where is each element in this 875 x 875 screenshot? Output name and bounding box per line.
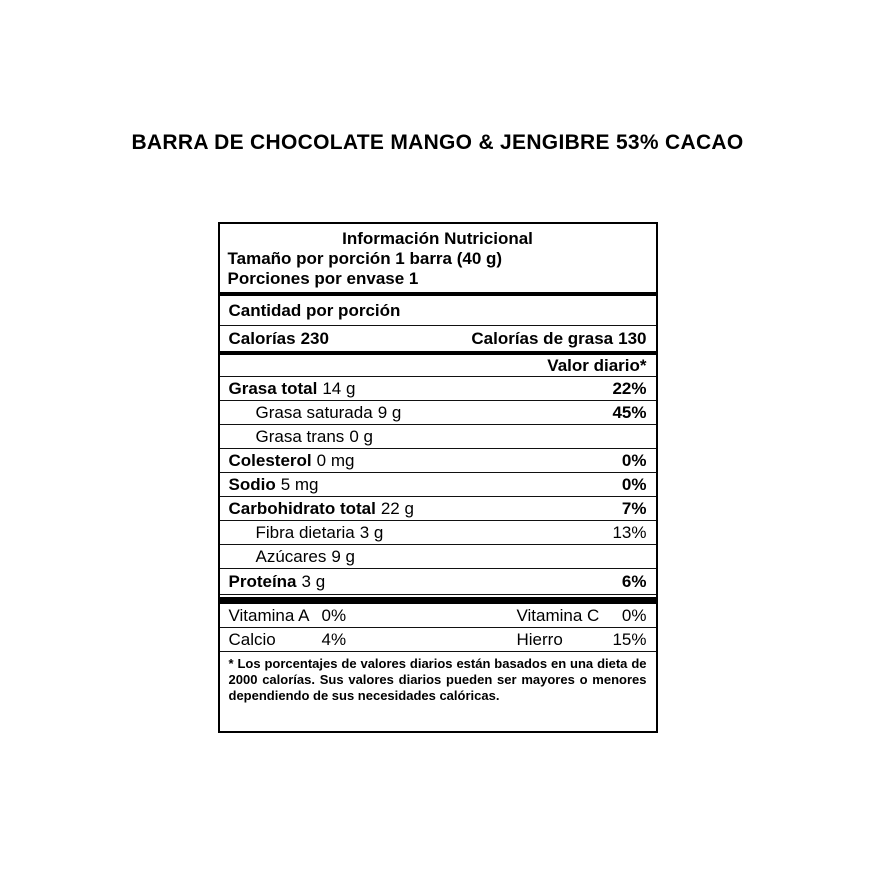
- servings-per-container: Porciones por envase 1: [227, 269, 419, 288]
- vitamin-left-name: Vitamina A: [228, 606, 310, 625]
- vitamin-row-a-c: [220, 604, 656, 628]
- nutrient-daily-value: 0%: [621, 451, 647, 470]
- separator-thick-bar: [220, 597, 656, 604]
- nutrient-row-sodium: [220, 473, 656, 497]
- calories-from-fat-label: Calorías de grasa: [471, 329, 614, 348]
- vitamin-left-name: Calcio: [228, 630, 276, 649]
- nutrient-amount: 22 g: [380, 499, 414, 518]
- calories-value: 230: [300, 329, 329, 348]
- nutrient-row-sugars: [220, 545, 656, 569]
- vitamin-right-name: Vitamina C: [516, 606, 600, 625]
- nutrient-name: Proteína: [228, 572, 297, 591]
- nutrient-row-total-carbohydrate: [220, 497, 656, 521]
- calories-label: Calorías: [228, 329, 296, 348]
- nutrition-label: [218, 222, 658, 733]
- nutrient-daily-value: 0%: [621, 475, 647, 494]
- daily-value-header: Valor diario*: [547, 356, 647, 375]
- vitamin-left-value: 0%: [321, 606, 347, 625]
- nutrient-row-saturated-fat: [220, 401, 656, 425]
- vitamin-right-value: 0%: [621, 606, 647, 625]
- nutrient-row-total-fat: [220, 377, 656, 401]
- vitamin-row-calcium-iron: [220, 628, 656, 652]
- nutrient-row-cholesterol: [220, 449, 656, 473]
- nutrient-name: Azúcares: [255, 547, 327, 566]
- amount-per-serving-label: Cantidad por porción: [228, 301, 401, 320]
- calories-from-fat-value: 130: [618, 329, 647, 348]
- nutrient-name: Carbohidrato total: [228, 499, 376, 518]
- nutrient-row-protein: [220, 569, 656, 595]
- amount-per-serving-row: [220, 296, 656, 326]
- nutrient-daily-value: 22%: [612, 379, 647, 398]
- nutrient-daily-value: 13%: [612, 523, 647, 542]
- nutrient-name: Grasa total: [228, 379, 318, 398]
- nutrient-name: Fibra dietaria: [255, 523, 355, 542]
- vitamin-left-value: 4%: [321, 630, 347, 649]
- nutrient-amount: 0 g: [349, 427, 373, 446]
- label-title: Información Nutricional: [342, 229, 533, 248]
- daily-value-header-row: [220, 355, 656, 377]
- label-header: [220, 224, 656, 292]
- nutrient-row-dietary-fiber: [220, 521, 656, 545]
- nutrient-amount: 3 g: [359, 523, 384, 542]
- nutrient-amount: 0 mg: [316, 451, 355, 470]
- vitamin-right-name: Hierro: [516, 630, 563, 649]
- nutrient-row-trans-fat: [220, 425, 656, 449]
- nutrient-amount: 9 g: [377, 403, 402, 422]
- nutrient-name: Grasa trans: [255, 427, 345, 446]
- nutrient-name: Sodio: [228, 475, 276, 494]
- nutrient-daily-value: 6%: [621, 572, 647, 591]
- nutrient-name: Colesterol: [228, 451, 312, 470]
- nutrient-amount: 5 mg: [280, 475, 319, 494]
- nutrient-amount: 3 g: [301, 572, 326, 591]
- calories-row: [220, 326, 656, 351]
- vitamin-right-value: 15%: [612, 630, 647, 649]
- nutrient-amount: 9 g: [331, 547, 356, 566]
- nutrient-name: Grasa saturada: [255, 403, 373, 422]
- daily-value-footnote: * Los porcentajes de valores diarios están basados en una dieta de 2000 calorías. Sus valores diarios pueden ser mayores o menores dependiendo de sus necesidades calóricas.: [228, 656, 647, 703]
- nutrient-amount: 14 g: [322, 379, 356, 398]
- serving-size: Tamaño por porción 1 barra (40 g): [227, 249, 503, 268]
- page-title: BARRA DE CHOCOLATE MANGO & JENGIBRE 53% CACAO: [131, 131, 744, 154]
- nutrient-daily-value: 45%: [612, 403, 647, 422]
- nutrient-daily-value: 7%: [621, 499, 647, 518]
